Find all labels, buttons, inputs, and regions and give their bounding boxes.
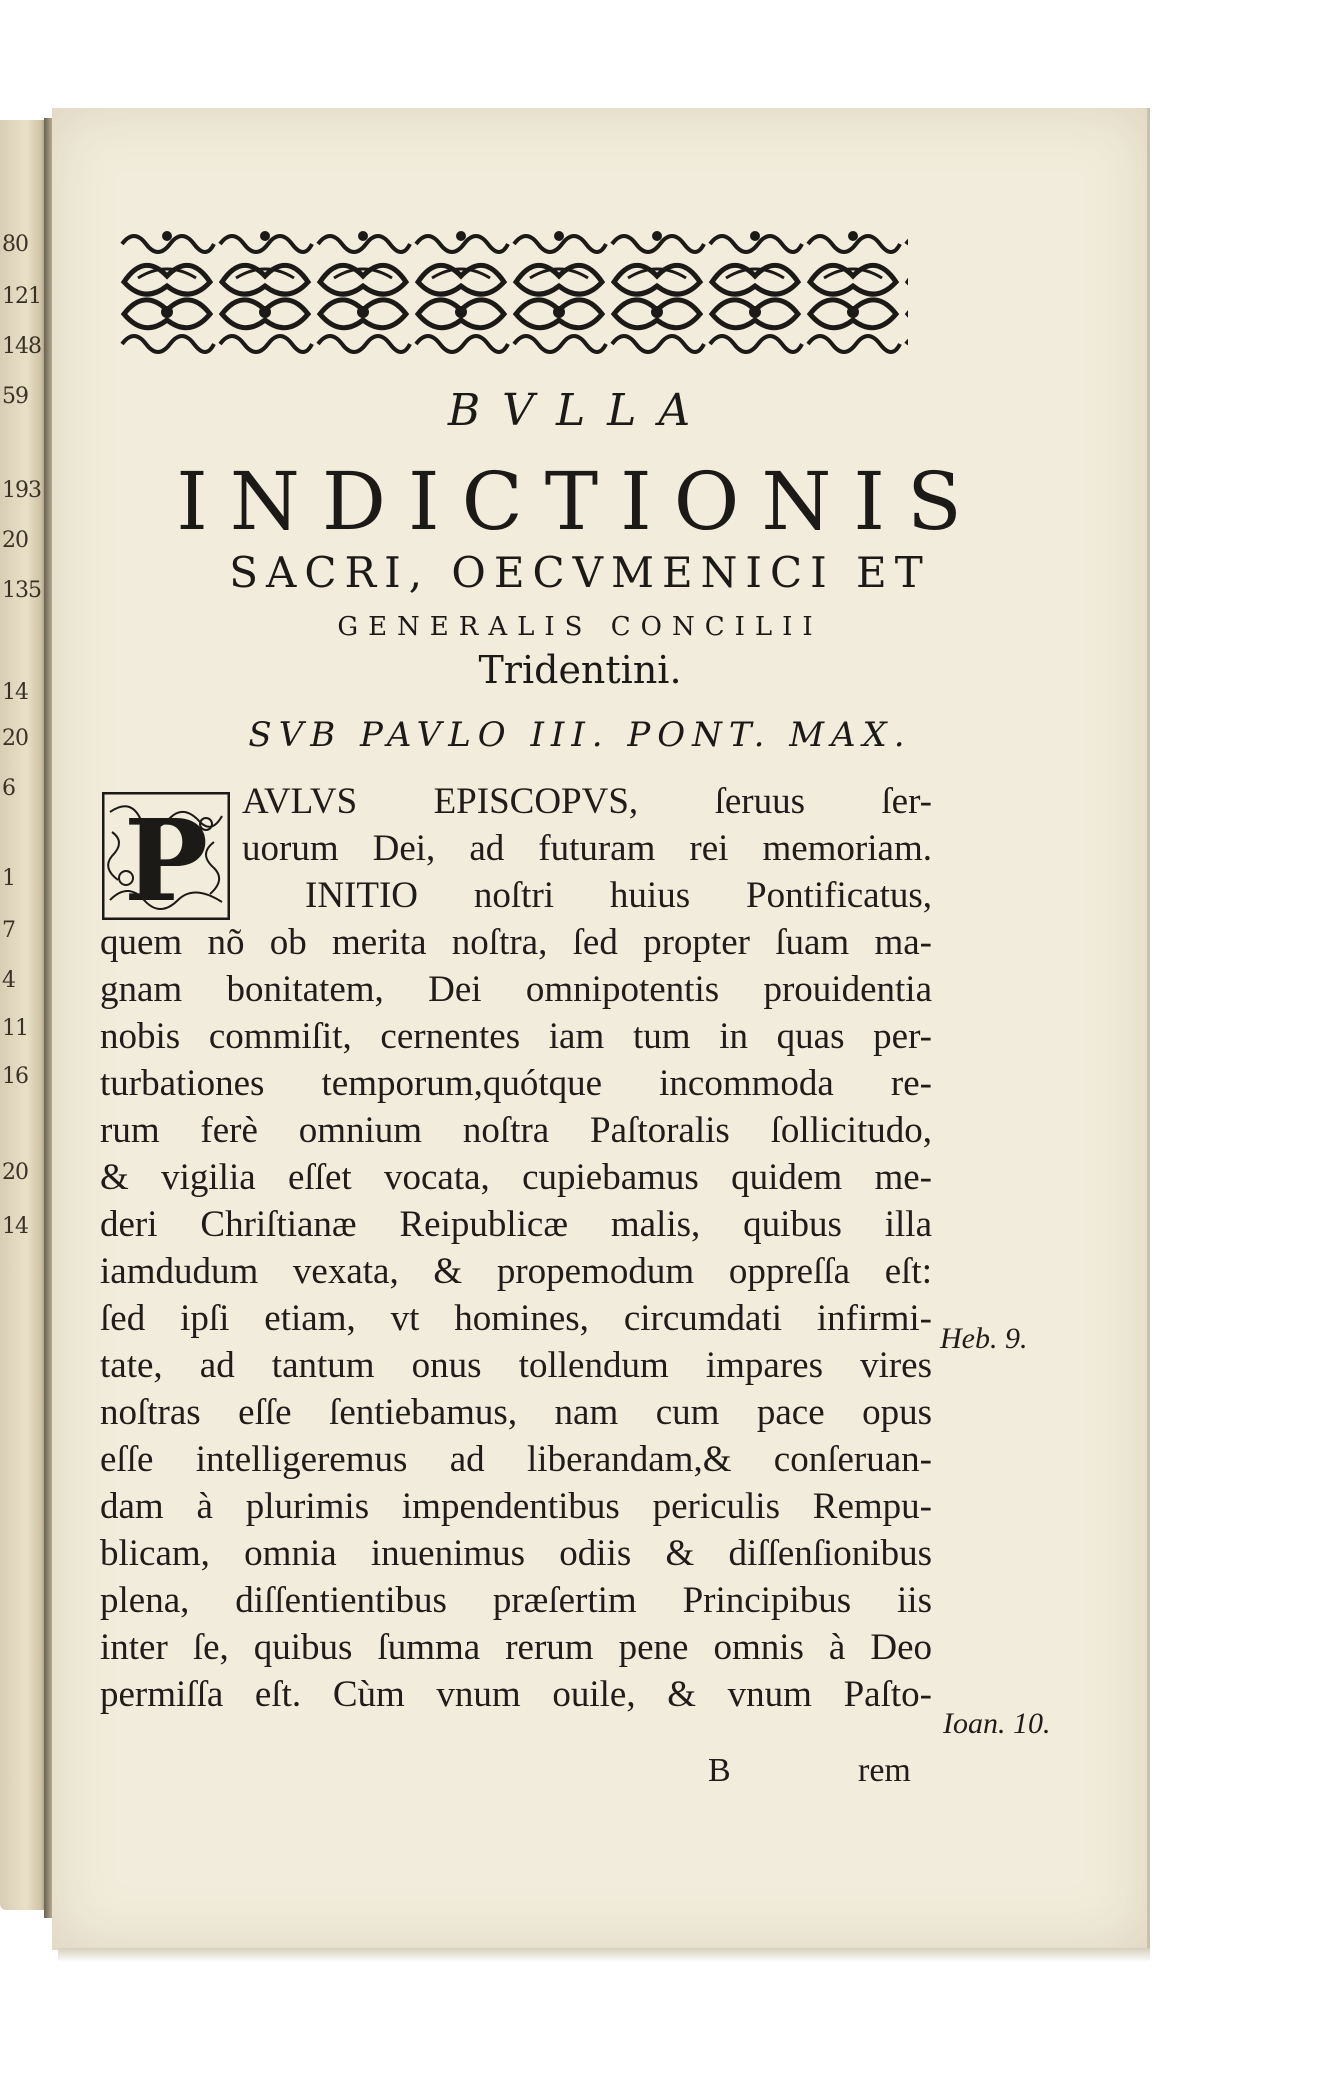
page-bottom-shadow bbox=[58, 1948, 1150, 1962]
left-margin-number: 14 bbox=[2, 680, 28, 705]
text-line: plena, diſſentientibus præſertim Principibus iis bbox=[100, 1580, 932, 1621]
text-line: AVLVS EPISCOPVS, ſeruus ſer- bbox=[242, 781, 932, 822]
text-line: ſed ipſi etiam, vt homines, circumdati infirmi- bbox=[100, 1298, 932, 1339]
text-line: turbationes temporum,quótque incommoda re- bbox=[100, 1063, 932, 1104]
left-margin-number: 1 bbox=[2, 866, 15, 891]
text-line: uorum Dei, ad futuram rei memoriam. bbox=[242, 828, 932, 869]
catchword: rem bbox=[858, 1752, 911, 1789]
text-line: INITIO noſtri huius Pontificatus, bbox=[305, 875, 932, 916]
left-margin-number: 4 bbox=[2, 968, 15, 993]
left-margin-number: 135 bbox=[2, 578, 41, 603]
title-generalis-concilii: GENERALIS CONCILII bbox=[337, 612, 823, 642]
text-line: permiſſa eſt. Cùm vnum ouile, & vnum Paſto- bbox=[100, 1674, 932, 1715]
left-margin-number: 7 bbox=[2, 918, 15, 943]
text-line: iamdudum vexata, & propemodum oppreſſa eſt: bbox=[100, 1251, 932, 1292]
title-bulla: BVLLA bbox=[447, 385, 713, 436]
dropcap-letter: P bbox=[123, 796, 209, 920]
left-margin-number: 14 bbox=[2, 1214, 28, 1239]
left-margin-number: 20 bbox=[2, 726, 28, 751]
title-sub-paulo: SVB PAVLO III. PONT. MAX. bbox=[248, 715, 912, 755]
text-line: gnam bonitatem, Dei omnipotentis prouidentia bbox=[100, 969, 932, 1010]
text-line: rum ferè omnium noſtra Paſtoralis ſollicitudo, bbox=[100, 1110, 932, 1151]
left-margin-number: 11 bbox=[2, 1016, 28, 1041]
title-tridentini: Tridentini. bbox=[478, 648, 682, 692]
title-sacri-oecumenici: SACRI, OECVMENICI ET bbox=[229, 548, 931, 597]
text-line: eſſe intelligeremus ad liberandam,& conſeruan- bbox=[100, 1439, 932, 1480]
left-margin-number: 80 bbox=[2, 232, 28, 257]
text-line: dam à plurimis impendentibus periculis Rempu- bbox=[100, 1486, 932, 1527]
text-line: tate, ad tantum onus tollendum impares vires bbox=[100, 1345, 932, 1386]
left-margin-number: 20 bbox=[2, 1160, 28, 1185]
text-line: quem nõ ob merita noſtra, ſed propter ſuam ma- bbox=[100, 922, 932, 963]
left-margin-number: 148 bbox=[2, 334, 41, 359]
left-margin-number: 193 bbox=[2, 478, 41, 503]
text-line: nobis commiſit, cernentes iam tum in quas per- bbox=[100, 1016, 932, 1057]
text-line: & vigilia eſſet vocata, cupiebamus quidem me- bbox=[100, 1157, 932, 1198]
signature-mark: B bbox=[708, 1752, 731, 1789]
left-margin-number: 6 bbox=[2, 776, 15, 801]
text-line: noſtras eſſe ſentiebamus, nam cum pace opus bbox=[100, 1392, 932, 1433]
title-indictionis: INDICTIONIS bbox=[176, 455, 984, 548]
margin-note-heb: Heb. 9. bbox=[940, 1322, 1028, 1355]
ornamental-headpiece bbox=[118, 222, 908, 357]
left-margin-number: 20 bbox=[2, 528, 28, 553]
text-line: blicam, omnia inuenimus odiis & diſſenſionibus bbox=[100, 1533, 932, 1574]
text-line: inter ſe, quibus ſumma rerum pene omnis à Deo bbox=[100, 1627, 932, 1668]
left-margin-number: 59 bbox=[2, 384, 28, 409]
left-margin-number: 16 bbox=[2, 1064, 28, 1089]
bull-text bbox=[100, 778, 932, 1718]
left-margin-number: 121 bbox=[2, 284, 41, 309]
margin-note-ioan: Ioan. 10. bbox=[943, 1707, 1051, 1740]
text-line: deri Chriſtianæ Reipublicæ malis, quibus illa bbox=[100, 1204, 932, 1245]
